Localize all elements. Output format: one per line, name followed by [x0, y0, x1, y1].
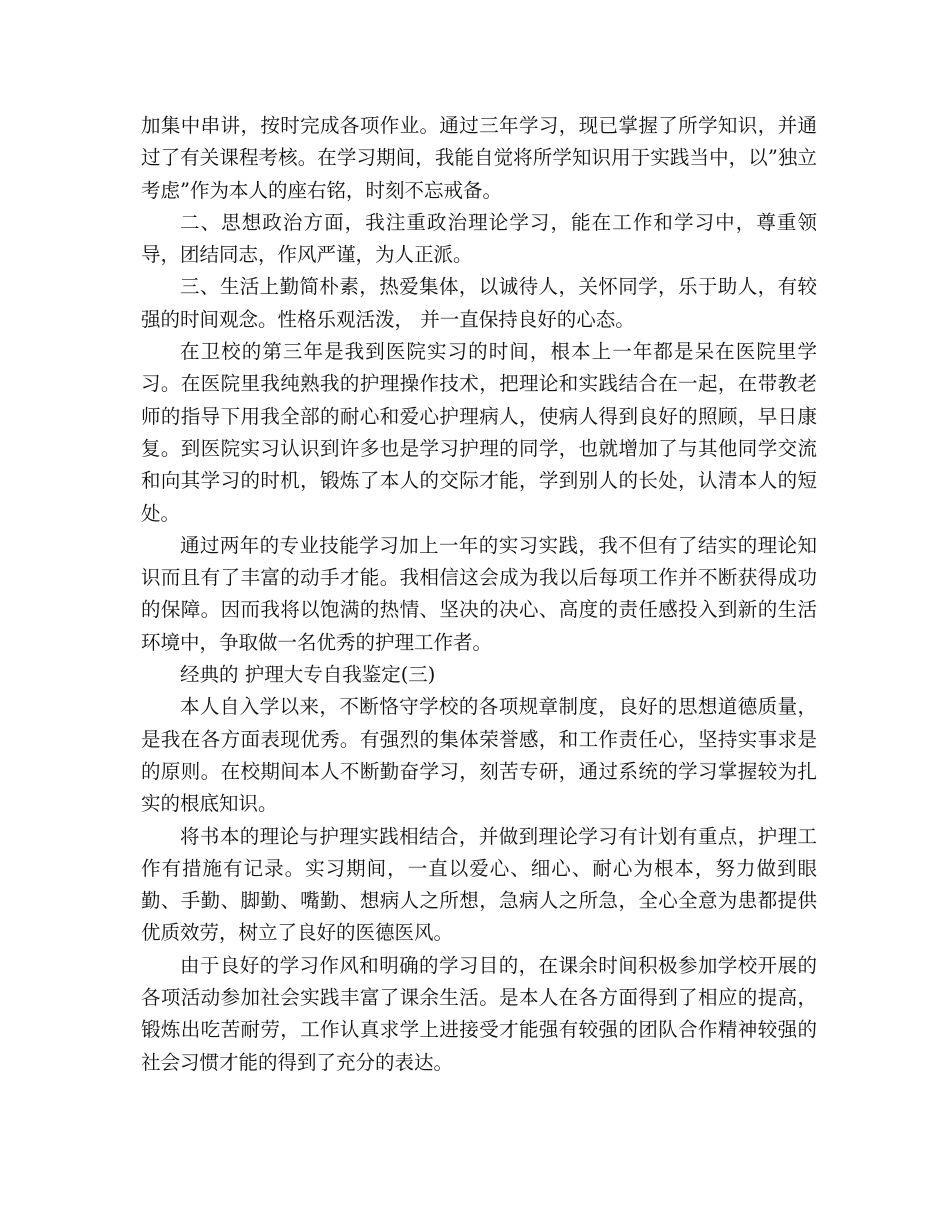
document-body [141, 110, 817, 1079]
paragraph-life: 三、生活上勤简朴素，热爱集体，以诚待人，关怀同学，乐于助人，有较强的时间观念。性格乐观活泼， 并一直保持良好的心态。 [141, 275, 817, 331]
paragraph-continuation: 加集中串讲，按时完成各项作业。通过三年学习，现已掌握了所学知识，并通过了有关课程考核。在学习期间，我能自觉将所学知识用于实践当中，以”独立考虑”作为本人的座右铭，时刻不忘戒备。 [141, 114, 817, 202]
paragraph-activities: 由于良好的学习作风和明确的学习目的，在课余时间积极参加学校开展的各项活动参加社会实践丰富了课余生活。是本人在各方面得到了相应的提高，锻炼出吃苦耐劳，工作认真求学上进接受才能强有较强的团队合作精神较强的社会习惯才能的得到了充分的表达。 [141, 953, 817, 1074]
paragraph-ideology: 二、思想政治方面，我注重政治理论学习，能在工作和学习中，尊重领导，团结同志，作风严谨，为人正派。 [141, 210, 817, 267]
paragraph-skills: 通过两年的专业技能学习加上一年的实习实践，我不但有了结实的理论知识而且有了丰富的动手才能。我相信这会成为我以后每项工作并不断获得成功的保障。因而我将以饱满的热情、坚决的决心、高度的责任感投入到新的生活环境中，争取做一名优秀的护理工作者。 [141, 533, 817, 654]
paragraph-admission: 本人自入学以来，不断恪守学校的各项规章制度，良好的思想道德质量，是我在各方面表现优秀。有强烈的集体荣誉感，和工作责任心，坚持实事求是的原则。在校期间本人不断勤奋学习，刻苦专研，通过系统的学习掌握较为扎实的根底知识。 [141, 695, 817, 816]
section-heading: 经典的 护理大专自我鉴定(三) [180, 663, 436, 687]
paragraph-internship: 在卫校的第三年是我到医院实习的时间，根本上一年都是呆在医院里学习。在医院里我纯熟我的护理操作技术，把理论和实践结合在一起，在带教老师的指导下用我全部的耐心和爱心护理病人，使病人得到良好的照顾，早日康复。到医院实习认识到许多也是学习护理的同学，也就增加了与其他同学交流和向其学习的时机，锻炼了本人的交际才能，学到别人的长处，认清本人的短处。 [141, 340, 817, 525]
paragraph-practice: 将书本的理论与护理实践相结合，并做到理论学习有计划有重点，护理工作有措施有记录。实习期间，一直以爱心、细心、耐心为根本，努力做到眼勤、手勤、脚勤、嘴勤、想病人之所想，急病人之所急，全心全意为患都提供优质效劳，树立了良好的医德医风。 [141, 824, 817, 945]
